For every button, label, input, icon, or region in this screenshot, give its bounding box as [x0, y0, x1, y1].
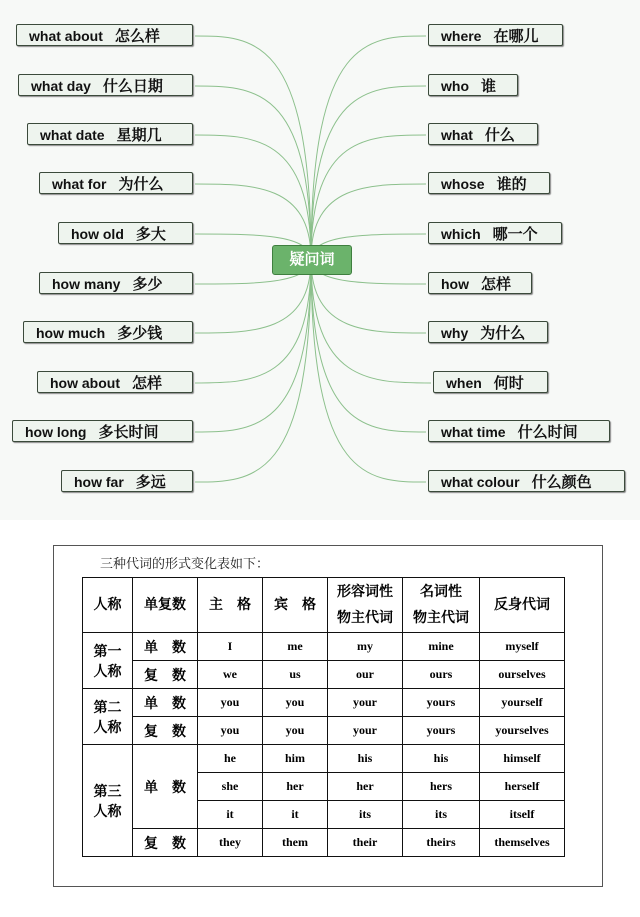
- table-cell: itself: [480, 801, 565, 829]
- table-cell: its: [328, 801, 403, 829]
- connector-line: [195, 36, 311, 259]
- table-cell: 复 数: [133, 829, 198, 857]
- right-node: [428, 321, 548, 343]
- left-node: [61, 470, 193, 492]
- node-english: what for: [52, 176, 107, 192]
- table-cell: her: [263, 773, 328, 801]
- left-node: [27, 123, 193, 145]
- node-english: what day: [31, 78, 91, 94]
- node-english: how: [441, 276, 469, 292]
- node-english: how old: [71, 226, 124, 242]
- table-header: 名词性 物主代词: [403, 578, 480, 633]
- table-row: [83, 633, 565, 661]
- table-row: [83, 717, 565, 745]
- node-english: what colour: [441, 474, 520, 490]
- right-node: [428, 272, 532, 294]
- table-cell: them: [263, 829, 328, 857]
- table-cell: our: [328, 661, 403, 689]
- table-header: 宾 格: [263, 578, 328, 633]
- right-node: [428, 420, 610, 442]
- table-header: 反身代词: [480, 578, 565, 633]
- left-node: [16, 24, 193, 46]
- table-cell: your: [328, 689, 403, 717]
- table-cell: I: [198, 633, 263, 661]
- node-chinese: 谁: [481, 78, 497, 95]
- connector-line: [195, 259, 311, 383]
- node-english: which: [441, 226, 481, 242]
- table-header: 主 格: [198, 578, 263, 633]
- table-row: [83, 661, 565, 689]
- table-cell: yourselves: [480, 717, 565, 745]
- table-cell: you: [263, 689, 328, 717]
- table-cell: hers: [403, 773, 480, 801]
- node-chinese: 为什么: [480, 325, 526, 342]
- node-english: who: [441, 78, 469, 94]
- table-caption: 三种代词的形式变化表如下：: [100, 557, 270, 572]
- table-header: 单复数: [133, 578, 198, 633]
- table-cell: you: [198, 689, 263, 717]
- node-english: what time: [441, 424, 506, 440]
- center-node: 疑问词: [272, 245, 352, 275]
- node-chinese: 什么日期: [102, 78, 163, 95]
- table-cell: me: [263, 633, 328, 661]
- table-header: 人称: [83, 578, 133, 633]
- table-cell: his: [328, 745, 403, 773]
- node-english: how far: [74, 474, 124, 490]
- table-cell: it: [198, 801, 263, 829]
- node-chinese: 怎么样: [114, 28, 160, 45]
- table-cell: my: [328, 633, 403, 661]
- node-english: what date: [40, 127, 105, 143]
- table-cell: 第二 人称: [83, 689, 133, 745]
- node-english: whose: [441, 176, 485, 192]
- left-node: [12, 420, 193, 442]
- table-header-row: [83, 578, 565, 633]
- table-cell: he: [198, 745, 263, 773]
- table-cell: yours: [403, 717, 480, 745]
- node-chinese: 星期几: [116, 127, 162, 144]
- table-cell: 复 数: [133, 717, 198, 745]
- table-row: [83, 745, 565, 773]
- node-chinese: 多远: [135, 474, 166, 491]
- node-chinese: 怎样: [132, 375, 163, 392]
- table-cell: your: [328, 717, 403, 745]
- connector-line: [311, 259, 431, 383]
- table-cell: 第一 人称: [83, 633, 133, 689]
- table-cell: she: [198, 773, 263, 801]
- left-node: [58, 222, 193, 244]
- pronoun-table: [82, 577, 565, 857]
- node-chinese: 怎样: [481, 276, 512, 293]
- table-cell: him: [263, 745, 328, 773]
- table-cell: you: [198, 717, 263, 745]
- table-cell: their: [328, 829, 403, 857]
- node-chinese: 什么时间: [517, 424, 578, 441]
- table-cell: herself: [480, 773, 565, 801]
- node-chinese: 多少: [132, 276, 163, 293]
- left-node: [23, 321, 193, 343]
- right-node: [428, 172, 550, 194]
- table-cell: 第三 人称: [83, 745, 133, 857]
- table-cell: it: [263, 801, 328, 829]
- node-chinese: 多长时间: [98, 424, 159, 441]
- table-row: [83, 829, 565, 857]
- node-chinese: 为什么: [118, 176, 164, 193]
- right-node: [428, 24, 563, 46]
- right-node: [428, 74, 518, 96]
- table-cell: 单 数: [133, 745, 198, 829]
- table-cell: yourself: [480, 689, 565, 717]
- table-row: [83, 689, 565, 717]
- table-cell: yours: [403, 689, 480, 717]
- left-node: [18, 74, 193, 96]
- table-header: 形容词性 物主代词: [328, 578, 403, 633]
- table-cell: ourselves: [480, 661, 565, 689]
- node-english: what: [441, 127, 473, 143]
- node-english: how about: [50, 375, 120, 391]
- table-cell: theirs: [403, 829, 480, 857]
- node-chinese: 多少钱: [117, 325, 163, 342]
- table-cell: 单 数: [133, 633, 198, 661]
- connector-line: [195, 259, 311, 482]
- node-english: why: [441, 325, 469, 341]
- table-cell: you: [263, 717, 328, 745]
- table-cell: his: [403, 745, 480, 773]
- node-chinese: 何时: [493, 375, 524, 392]
- node-chinese: 什么: [484, 127, 515, 144]
- node-english: when: [446, 375, 482, 391]
- table-cell: ours: [403, 661, 480, 689]
- right-node: [428, 222, 562, 244]
- node-chinese: 在哪儿: [493, 28, 539, 45]
- table-cell: her: [328, 773, 403, 801]
- connector-line: [311, 259, 426, 482]
- table-cell: we: [198, 661, 263, 689]
- connector-line: [311, 135, 426, 259]
- node-chinese: 多大: [135, 226, 166, 243]
- right-node: [433, 371, 548, 393]
- node-english: how many: [52, 276, 121, 292]
- node-english: how long: [25, 424, 87, 440]
- node-english: what about: [29, 28, 103, 44]
- table-cell: 单 数: [133, 689, 198, 717]
- node-chinese: 谁的: [496, 176, 527, 193]
- table-cell: myself: [480, 633, 565, 661]
- table-cell: mine: [403, 633, 480, 661]
- table-cell: himself: [480, 745, 565, 773]
- connector-line: [311, 36, 426, 259]
- right-node: [428, 123, 538, 145]
- table-cell: 复 数: [133, 661, 198, 689]
- node-chinese: 哪一个: [492, 226, 538, 243]
- table-cell: its: [403, 801, 480, 829]
- left-node: [39, 272, 193, 294]
- node-english: how much: [36, 325, 106, 341]
- left-node: [39, 172, 193, 194]
- left-node: [37, 371, 193, 393]
- right-node: [428, 470, 625, 492]
- node-chinese: 什么颜色: [531, 474, 592, 491]
- connector-line: [195, 135, 311, 259]
- table-cell: themselves: [480, 829, 565, 857]
- table-cell: us: [263, 661, 328, 689]
- table-cell: they: [198, 829, 263, 857]
- node-english: where: [441, 28, 482, 44]
